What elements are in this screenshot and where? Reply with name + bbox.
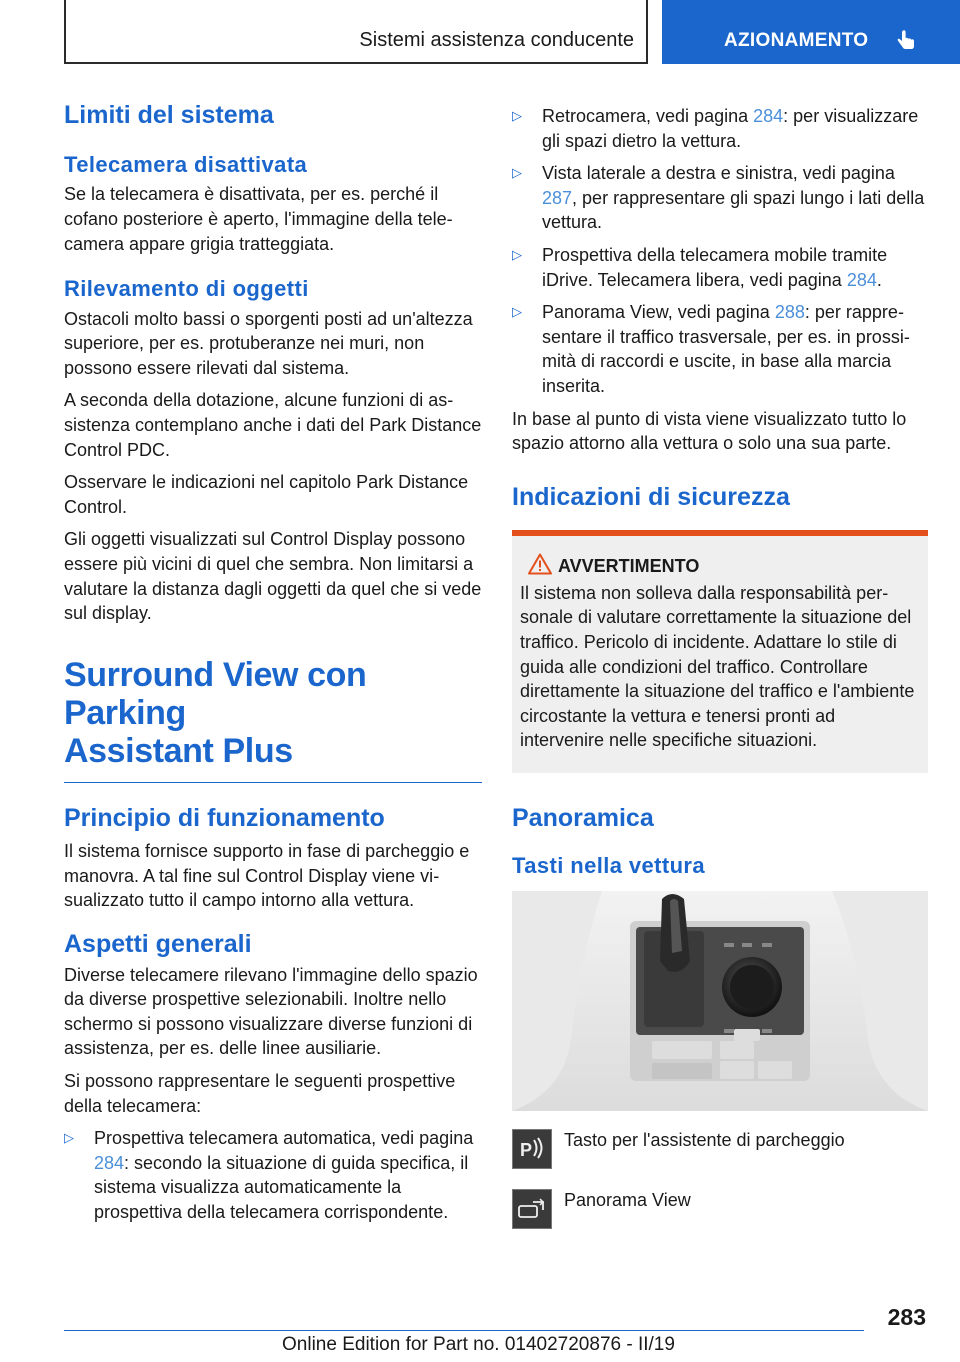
warning-triangle-icon [528, 553, 552, 575]
triangle-bullet-icon: ▷ [512, 165, 522, 181]
triangle-bullet-icon: ▷ [512, 304, 522, 320]
button-legend-panorama [512, 1189, 928, 1229]
heading-overview: Panoramica [512, 803, 654, 832]
chapter-title-line-2: Assistant Plus [64, 731, 293, 770]
list-item [64, 1126, 482, 1224]
list-text: : secondo la situazione di guida specifica, il sistema visualizza automaticamente la prospettiva della telecamera corrispondente. [94, 1152, 469, 1223]
list-item [512, 161, 928, 235]
warning-title: AVVERTIMENTO [558, 555, 700, 576]
parking-assistant-button-icon [512, 1129, 552, 1169]
page-link[interactable]: 284 [846, 269, 877, 290]
list-text: Retrocamera, vedi pagina [542, 106, 754, 126]
warning-title-row [558, 556, 920, 577]
page-number: 283 [887, 1304, 926, 1330]
list-text: Prospettiva telecamera automatica, vedi pagina [94, 1128, 474, 1149]
footer-edition: Online Edition for Part no. 01402720876 - II/19 [282, 1334, 675, 1355]
list-text: : per rappresentare il traffico trasversale, per es. in prossimità di raccordi e uscite, in base alla marcia inserita. [542, 302, 910, 396]
header-chapter-tab [662, 0, 960, 64]
heading-principle: Principio di funzionamento [64, 803, 385, 832]
list-text: : per visualizzare gli spazi dietro la vettura. [542, 106, 919, 151]
para-detect-3: Osservare le indicazioni nel capitolo Park Distance Control. [64, 472, 469, 517]
page-link[interactable]: 287 [542, 187, 573, 208]
list-text: Vista laterale a destra e sinistra, vedi pagina [542, 163, 895, 184]
para-principle: Il sistema fornisce supporto in fase di parcheggio e manovra. A tal fine sul Control Display viene visualizzato tutto il campo intorno alla vettura. [64, 840, 470, 911]
hand-icon [894, 28, 918, 52]
panorama-view-label: Panorama View [564, 1190, 691, 1211]
chapter-title [64, 656, 482, 770]
triangle-bullet-icon: ▷ [64, 1130, 74, 1146]
list-text: , per rappresentare gli spazi lungo i lati della vettura. [542, 187, 925, 233]
warning-box [512, 530, 928, 773]
panorama-view-button-icon [512, 1189, 552, 1229]
right-column [512, 104, 928, 1229]
heading-object-detection: Rilevamento di oggetti [64, 276, 309, 302]
heading-buttons: Tasti nella vettura [512, 852, 706, 878]
page-link[interactable]: 284 [94, 1152, 125, 1173]
heading-limits: Limiti del sistema [64, 101, 274, 129]
center-console-photo [512, 891, 928, 1111]
warning-text: Il sistema non solleva dalla responsabilità personale di valutare correttamente la situazione del traffico. Pericolo di incidente. Adattare lo stile di guida alle condizioni del traffico. Controllare direttamente la situazione del traffico e l'ambiente circostante la vettura e tenersi pronti ad intervenire nelle specifiche situazioni. [520, 582, 915, 751]
list-item [512, 243, 928, 292]
list-text: Prospettiva della telecamera mobile tramite iDrive. Telecamera libera, vedi pagina [542, 244, 888, 290]
button-legend-parking [512, 1129, 928, 1169]
para-general-2: Si possono rappresentare le seguenti prospettive della telecamera: [64, 1071, 456, 1116]
chapter-title-line-1: Surround View con Parking [64, 655, 367, 732]
list-item [512, 104, 928, 153]
para-detect-1: Ostacoli molto bassi o sporgenti posti ad un'altezza superiore, per es. protuberanze nei muri, non possono essere rilevati dal sistema. [64, 308, 473, 378]
header-chapter-title: AZIONAMENTO [724, 30, 869, 51]
list-text: . [876, 269, 882, 290]
triangle-bullet-icon: ▷ [512, 108, 522, 123]
heading-safety: Indicazioni di sicurezza [512, 482, 790, 511]
left-column [64, 100, 482, 1233]
perspective-list-left [64, 1126, 482, 1224]
center-console-illustration [512, 891, 928, 1111]
para-detect-4: Gli oggetti visualizzati sul Control Display possono essere più vicini di quel che sembra. Non limitarsi a valutare la distanza dagli oggetti da quel che si vede sul display. [64, 529, 482, 624]
chapter-rule [64, 782, 482, 783]
parking-assistant-label: Tasto per l'assistente di parcheggio [564, 1130, 845, 1151]
heading-general: Aspetti generali [64, 929, 252, 958]
para-detect-2: A seconda della dotazione, alcune funzioni di assistenza contemplano anche i dati del Park Distance Control PDC. [64, 390, 482, 460]
para-camera-off: Se la telecamera è disattivata, per es. perché il cofano posteriore è aperto, l'immagine della telecamera appare grigia tratteggiata. [64, 184, 453, 254]
svg-text:P: P [520, 1140, 533, 1161]
heading-camera-off: Telecamera disattivata [64, 152, 308, 177]
header-section-title: Sistemi assistenza conducente [359, 29, 634, 51]
list-text: Panorama View, vedi pagina [542, 302, 775, 323]
footer-rule [64, 1330, 864, 1331]
page-link[interactable]: 288 [774, 302, 805, 323]
para-general-1: Diverse telecamere rilevano l'immagine dello spazio da diverse prospettive selezionabili. Inoltre nello schermo si possono visualizzare diverse funzioni di assistenza, per es. delle linee ausiliarie. [64, 964, 478, 1059]
header-section-box [64, 0, 648, 64]
perspective-list-right [512, 104, 928, 399]
list-item [512, 300, 928, 398]
page-link[interactable]: 284 [753, 106, 784, 126]
triangle-bullet-icon: ▷ [512, 246, 522, 262]
para-view: In base al punto di vista viene visualizzato tutto lo spazio attorno alla vettura o solo una sua parte. [512, 408, 907, 454]
